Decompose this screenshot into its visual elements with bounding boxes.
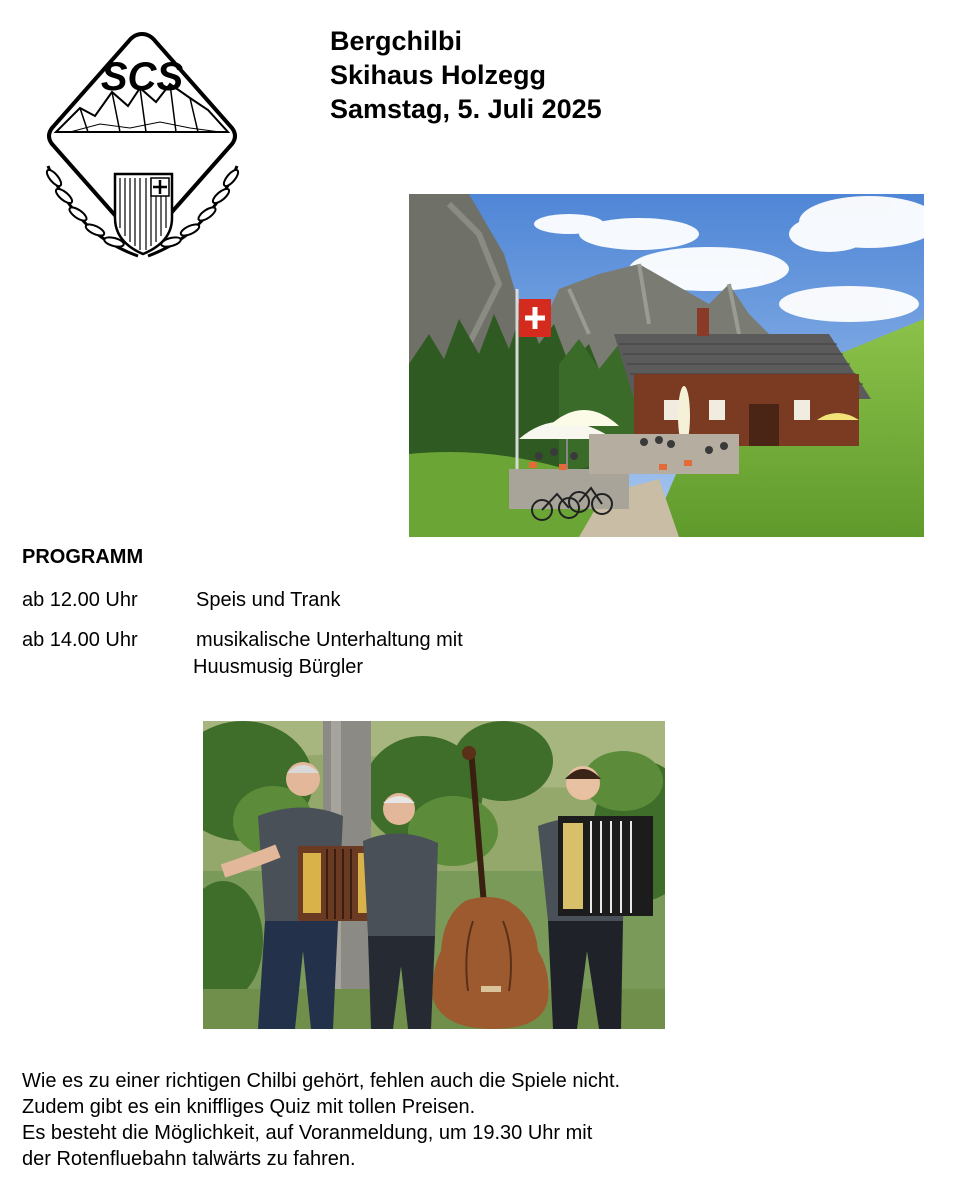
programm-description: Huusmusig Bürgler	[193, 656, 364, 678]
description-line: Wie es zu einer richtigen Chilbi gehört, fehlen auch die Spiele nicht.	[22, 1070, 621, 1092]
description-line: Es besteht die Möglichkeit, auf Voranmeldung, um 19.30 Uhr mit	[22, 1122, 593, 1144]
scs-emblem-icon	[40, 28, 245, 263]
event-name: Bergchilbi	[330, 26, 463, 56]
club-logo	[40, 28, 245, 263]
logo-text: SCS	[100, 55, 184, 99]
mountain-hut-photo	[409, 194, 924, 537]
description-line: der Rotenfluebahn talwärts zu fahren.	[22, 1148, 356, 1170]
event-location: Skihaus Holzegg	[330, 60, 547, 90]
programm-time: ab 12.00 Uhr	[22, 589, 138, 611]
programm-description: Speis und Trank	[196, 589, 341, 611]
event-description	[22, 1068, 620, 1172]
programm-time: ab 14.00 Uhr	[22, 629, 138, 651]
event-title	[330, 24, 602, 126]
programm-description: musikalische Unterhaltung mit	[196, 629, 463, 651]
event-date: Samstag, 5. Juli 2025	[330, 94, 602, 124]
description-line: Zudem gibt es ein kniffliges Quiz mit tollen Preisen.	[22, 1096, 476, 1118]
programm-heading: PROGRAMM	[22, 546, 144, 568]
band-photo	[203, 721, 665, 1029]
